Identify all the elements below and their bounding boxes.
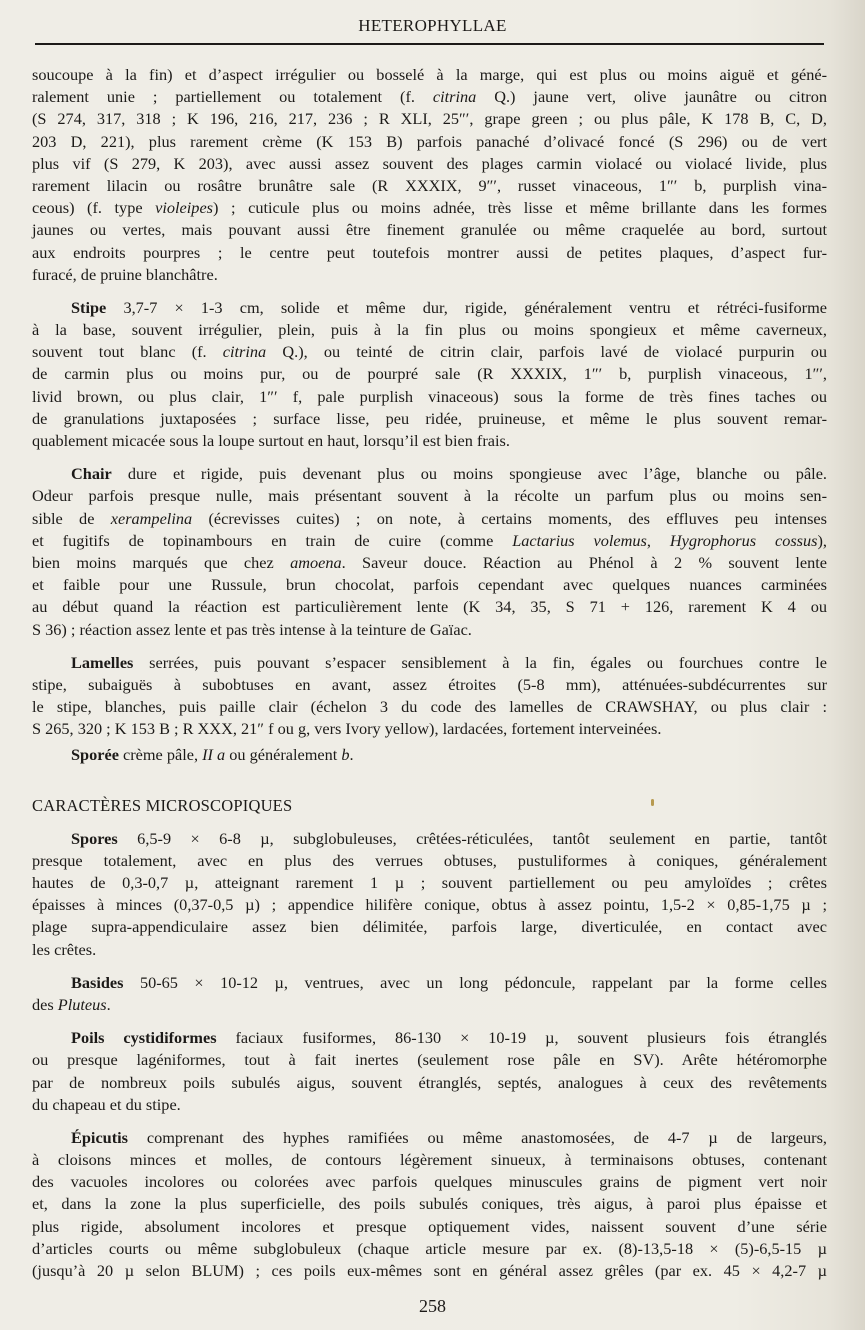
- run-italic: violeipes: [155, 198, 214, 218]
- run: 6,5-9 × 6-8 µ, subglobuleuses, crêtées-réticulées, tantôt seulement en partie, tantôt: [117, 828, 827, 848]
- paragraph: [32, 297, 827, 452]
- text-line: [32, 652, 827, 674]
- run: plus vif (S 279, K 203), avec aussi assez souvent des plages carmin violacé ou violacé livide, plus: [32, 153, 827, 173]
- run: rarement lilacin ou rosâtre brunâtre sale (R XXXIX, 9″′, russet vinaceous, 1″′ b, purplish vina-: [32, 175, 827, 195]
- run: stipe, subaiguës à subobtuses en avant, assez étroites (5-8 mm), atténuées-subdécurrentes sur: [32, 674, 827, 694]
- run-bold: Lamelles: [71, 652, 134, 672]
- run: dure et rigide, puis devenant plus ou moins spongieuse avec l’âge, blanche ou pâle.: [111, 464, 827, 484]
- text-line: [32, 994, 827, 1016]
- run: ralement unie ; partiellement ou totalement (f.: [32, 87, 433, 107]
- paragraph: [32, 744, 827, 766]
- paragraph: [32, 463, 827, 641]
- text-line: [32, 297, 827, 319]
- text-line: [32, 1027, 827, 1049]
- run: serrées, puis pouvant s’espacer sensiblement à la fin, égales ou fourchues contre le: [133, 652, 827, 672]
- run: le stipe, blanches, puis paille clair (échelon 3 du code des lamelles de CRAWSHAY, ou plus clair :: [32, 697, 827, 717]
- run: (écrevisses cuites) ; on note, à certains moments, des effluves peu intenses: [192, 508, 827, 528]
- text-line: [32, 242, 827, 264]
- run: (jusqu’à 20 µ selon BLUM) ; ces poils eux-mêmes sont en général assez grêles (par ex. 45 × 4,2-7 µ: [32, 1261, 827, 1280]
- running-head: HETEROPHYLLAE: [358, 16, 507, 35]
- text-line: [32, 175, 827, 197]
- run: crème pâle,: [118, 745, 203, 765]
- paragraph: [32, 652, 827, 741]
- text-line: [32, 1171, 827, 1193]
- text-line: [32, 850, 827, 872]
- paragraph: [32, 1127, 827, 1282]
- run: et, dans la zone la plus superficielle, des poils subulés coniques, très aigus, à paroi plus épaisse et: [32, 1194, 827, 1214]
- run: et fugitifs de topinambours en train de cuire (comme: [32, 530, 513, 550]
- run: .: [106, 994, 111, 1014]
- text-line: [32, 319, 827, 341]
- text-line: [32, 386, 827, 408]
- text-line: [32, 574, 827, 596]
- text-line: [32, 341, 827, 363]
- text-line: [32, 86, 827, 108]
- text-line: [32, 408, 827, 430]
- run: des vacuoles incolores ou colorées avec parfois quelques minuscules grains de pigment vert noir: [32, 1172, 827, 1192]
- run: d’articles courts ou même subglobuleux (chaque article mesure par ex. (8)-13,5-18 × (5)-6,5-15 µ: [32, 1238, 827, 1258]
- run-italic: b: [341, 745, 350, 765]
- run: au début quand la réaction est particulièrement lente (K 34, 35, S 71 + 126, rarement K 4 ou: [32, 597, 827, 617]
- run: ,: [646, 530, 670, 550]
- run-bold: Basides: [71, 972, 124, 992]
- run: sible de: [32, 508, 111, 528]
- header-rule: [35, 43, 824, 45]
- text-line: [32, 916, 827, 938]
- run-bold: Chair: [71, 464, 112, 484]
- run: ceous) (f. type: [32, 198, 156, 218]
- run-bold: Poils cystidiformes: [71, 1028, 217, 1048]
- run-bold: Stipe: [71, 297, 107, 317]
- run: des: [32, 994, 58, 1014]
- text-line: [32, 718, 827, 740]
- run: ) ; cuticule plus ou moins adnée, très lisse et même brillante dans les formes: [213, 198, 828, 218]
- run: jaunes ou vertes, mais pouvant aussi être finement granulée ou même craquelée au bord, surtout: [32, 220, 827, 240]
- body-text: [32, 64, 827, 1282]
- text-line: [32, 153, 827, 175]
- paragraph: [32, 1027, 827, 1116]
- run-italic: Hygrophorus cossus: [669, 530, 818, 550]
- text-line: [32, 508, 827, 530]
- run: du chapeau et du stipe.: [32, 1094, 181, 1114]
- section-gap: [32, 767, 827, 795]
- text-line: [32, 872, 827, 894]
- text-line: [32, 1193, 827, 1215]
- text-line: [32, 1260, 827, 1282]
- run-italic: Pluteus: [57, 994, 107, 1014]
- run: ou presque lagéniformes, tout à fait inertes (seulement rose pâle en SV). Arête hétéromorphe: [32, 1050, 827, 1070]
- run-italic: citrina: [432, 87, 477, 107]
- run: Q.) jaune vert, olive jaunâtre ou citron: [476, 87, 827, 107]
- run: furacé, de pruine blanchâtre.: [32, 264, 218, 284]
- run: faciaux fusiformes, 86-130 × 10-19 µ, souvent plusieurs fois étranglés: [216, 1028, 827, 1048]
- run-italic: Lactarius volemus: [512, 530, 647, 550]
- run-italic: II a: [202, 745, 226, 765]
- run-bold: Sporée: [71, 745, 119, 765]
- run: ou généralement: [225, 745, 342, 765]
- run: Q.), ou teinté de citrin clair, parfois lavé de violacé purpurin ou: [266, 342, 827, 362]
- run: plus rigide, absolument incolores et presque optiquement vides, naissent souvent d’une série: [32, 1216, 827, 1236]
- run: bien moins marqués que chez: [32, 552, 291, 572]
- run: épaisses à minces (0,37-0,5 µ) ; appendice hilifère conique, obtus à assez pointu, 1,5-2 × 0,85-1,75 µ ;: [32, 895, 827, 915]
- text-line: [32, 197, 827, 219]
- run: S 265, 320 ; K 153 B ; R XXX, 21″ f ou g, vers Ivory yellow), lardacées, fortement interveinées.: [32, 719, 662, 739]
- run: les crêtes.: [32, 939, 97, 959]
- text-line: [32, 619, 827, 641]
- page-number: 258: [419, 1296, 446, 1316]
- text-line: [32, 744, 827, 766]
- run: livid brown, ou plus clair, 1″′ f, pale purplish vinaceous) sous la forme de très fines taches ou: [32, 386, 827, 406]
- text-line: [32, 596, 827, 618]
- run-bold: Épicutis: [71, 1127, 129, 1147]
- text-line: [32, 1094, 827, 1116]
- text-line: [32, 430, 827, 452]
- text-line: [32, 1049, 827, 1071]
- run: .: [349, 745, 354, 765]
- text-line: [32, 1127, 827, 1149]
- paragraph: [32, 972, 827, 1016]
- run: hautes de 0,3-0,7 µ, atteignant rarement 1 µ ; souvent partiellement ou peu amyloïdes ; crêtes: [32, 873, 827, 892]
- run: à cloisons minces et molles, de contours légèrement sinueux, à terminaisons obtuses, contenant: [32, 1150, 827, 1170]
- run: comprenant des hyphes ramifiées ou même anastomosées, de 4-7 µ de largeurs,: [128, 1127, 827, 1147]
- paper-speck: [651, 799, 654, 806]
- run: et faible pour une Russule, brun chocolat, parfois cependant avec quelques nuances carminées: [32, 575, 827, 595]
- paragraph: [32, 828, 827, 961]
- text-line: [32, 972, 827, 994]
- run: 3,7-7 × 1-3 cm, solide et même dur, rigide, généralement ventru et rétréci-fusiforme: [106, 297, 827, 317]
- text-line: [32, 939, 827, 961]
- text-line: [32, 131, 827, 153]
- paragraph: [32, 64, 827, 286]
- text-line: [32, 363, 827, 385]
- text-line: [32, 696, 827, 718]
- run: S 36) ; réaction assez lente et pas très intense à la teinture de Gaïac.: [32, 619, 472, 639]
- text-line: [32, 530, 827, 552]
- run: à la base, souvent irrégulier, plein, puis à la fin plus ou moins spongieux et même caverneux,: [32, 320, 827, 340]
- text-line: [32, 894, 827, 916]
- run: quablement micacée sous la loupe surtout en haut, lorsqu’il est bien frais.: [32, 431, 510, 450]
- run: . Saveur douce. Réaction au Phénol à 2 % souvent lente: [341, 552, 827, 572]
- run: 203 D, 221), plus rarement crème (K 153 B) parfois panaché d’olivacé foncé (S 296) ou de vert: [32, 131, 827, 151]
- text-line: [32, 64, 827, 86]
- run: souvent tout blanc (f.: [32, 342, 223, 362]
- text-line: [32, 1072, 827, 1094]
- run: de carmin plus ou moins pur, ou de pourpré sale (R XXXIX, 1″′ b, purplish vinaceous, 1″′,: [32, 364, 827, 384]
- run: Odeur parfois presque nulle, mais présentant souvent à la récolte un parfum plus ou moins sen-: [32, 486, 827, 506]
- run-bold: Spores: [71, 828, 118, 848]
- run: (S 274, 317, 318 ; K 196, 216, 217, 236 ; R XLI, 25″′, grape green ; ou plus pâle, K 178 B, C, D,: [32, 109, 827, 129]
- run-italic: amoena: [290, 552, 342, 572]
- run-italic: citrina: [222, 342, 267, 362]
- text-line: [32, 1238, 827, 1260]
- text-line: [32, 674, 827, 696]
- text-line: [32, 552, 827, 574]
- run: soucoupe à la fin) et d’aspect irrégulier ou bosselé à la marge, qui est plus ou moins aiguë et géné-: [32, 65, 827, 84]
- run: 50-65 × 10-12 µ, ventrues, avec un long pédoncule, rappelant par la forme celles: [123, 972, 827, 992]
- text-line: [32, 463, 827, 485]
- text-line: [32, 485, 827, 507]
- text-line: [32, 108, 827, 130]
- run-italic: xerampelina: [110, 508, 193, 528]
- run: aux endroits pourpres ; le centre peut toutefois montrer aussi de petites plaques, d’aspect fur-: [32, 242, 827, 262]
- text-line: [32, 1216, 827, 1238]
- run: de granulations juxtaposées ; surface lisse, peu ridée, pruineuse, et même le plus souvent remar-: [32, 408, 827, 428]
- text-line: [32, 219, 827, 241]
- run: presque totalement, avec en plus des verrues obtuses, pustuliformes à coniques, généralement: [32, 850, 827, 870]
- section-heading: CARACTÈRES MICROSCOPIQUES: [32, 795, 293, 815]
- text-line: [32, 1149, 827, 1171]
- run: ),: [817, 530, 827, 550]
- run: par de nombreux poils subulés aigus, souvent étranglés, septés, analogues à ceux des revêtements: [32, 1072, 827, 1092]
- run: plage supra-appendiculaire assez bien délimitée, parfois large, diverticulée, en contact avec: [32, 917, 827, 937]
- text-line: [32, 264, 827, 286]
- text-line: [32, 828, 827, 850]
